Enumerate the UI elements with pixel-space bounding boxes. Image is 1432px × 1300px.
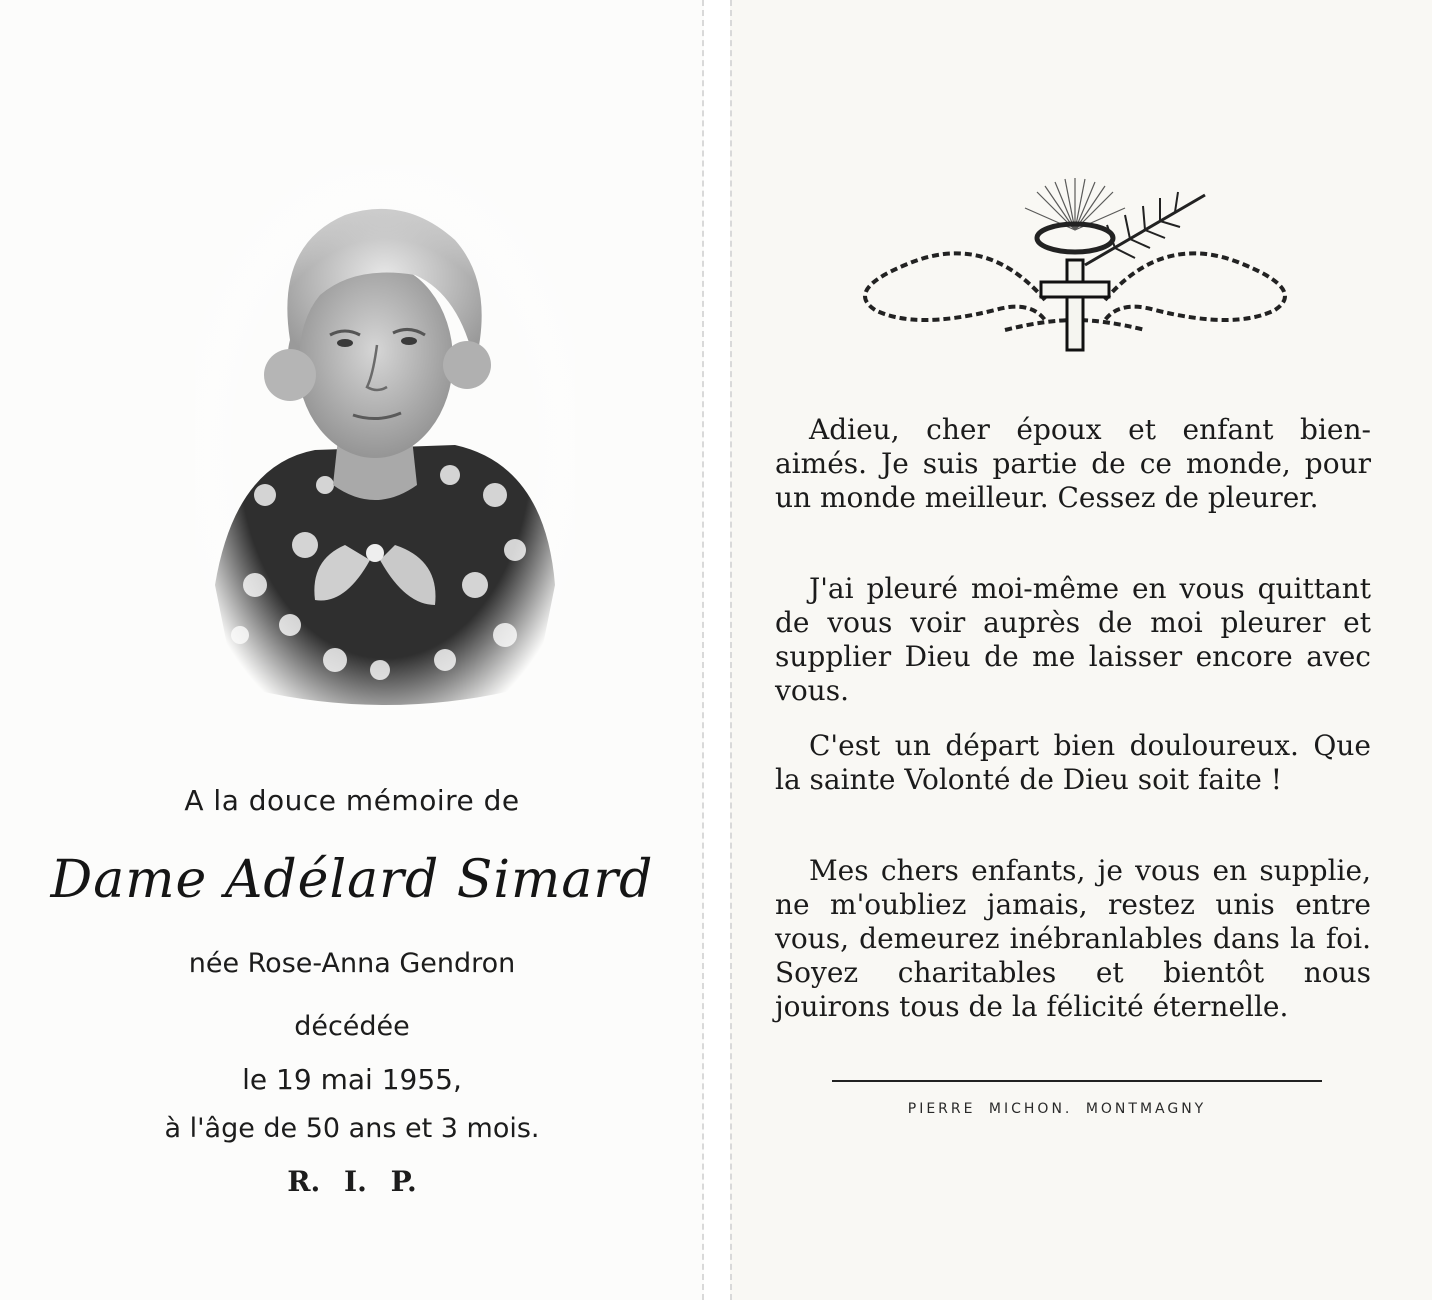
memorial-intro: A la douce mémoire de <box>184 784 520 817</box>
deceased-label: décédée <box>294 1011 410 1042</box>
age-at-death: à l'âge de 50 ans et 3 mois. <box>164 1113 540 1144</box>
rosary-cross-icon <box>845 170 1305 360</box>
printer-credit: PIERRE MICHON. MONTMAGNY <box>907 1101 1207 1117</box>
farewell-paragraph-2: J'ai pleuré moi-même en vous quittant de vous voir auprès de moi pleurer et supplier Dieu de me laisser encore avec vous. <box>775 572 1371 707</box>
farewell-paragraph-1: Adieu, cher époux et enfant bien-aimés. Je suis partie de ce monde, pour un monde meilleur. Cessez de pleurer. <box>775 413 1371 514</box>
deceased-name: Dame Adélard Simard <box>50 850 654 910</box>
farewell-paragraph-3: C'est un départ bien douloureux. Que la sainte Volonté de Dieu soit faite ! <box>775 729 1371 796</box>
portrait-photo <box>195 165 575 710</box>
death-date: le 19 mai 1955, <box>242 1063 462 1096</box>
divider-line <box>832 1080 1322 1082</box>
rip-inscription: R. I. P. <box>287 1165 417 1198</box>
maiden-name: née Rose-Anna Gendron <box>188 948 516 979</box>
farewell-paragraph-4: Mes chers enfants, je vous en supplie, ne m'oubliez jamais, restez unis entre vous, demeurez inébranlables dans la foi. Soyez charitables et bientôt nous jouirons tous de la félicité éternelle. <box>775 854 1371 1023</box>
